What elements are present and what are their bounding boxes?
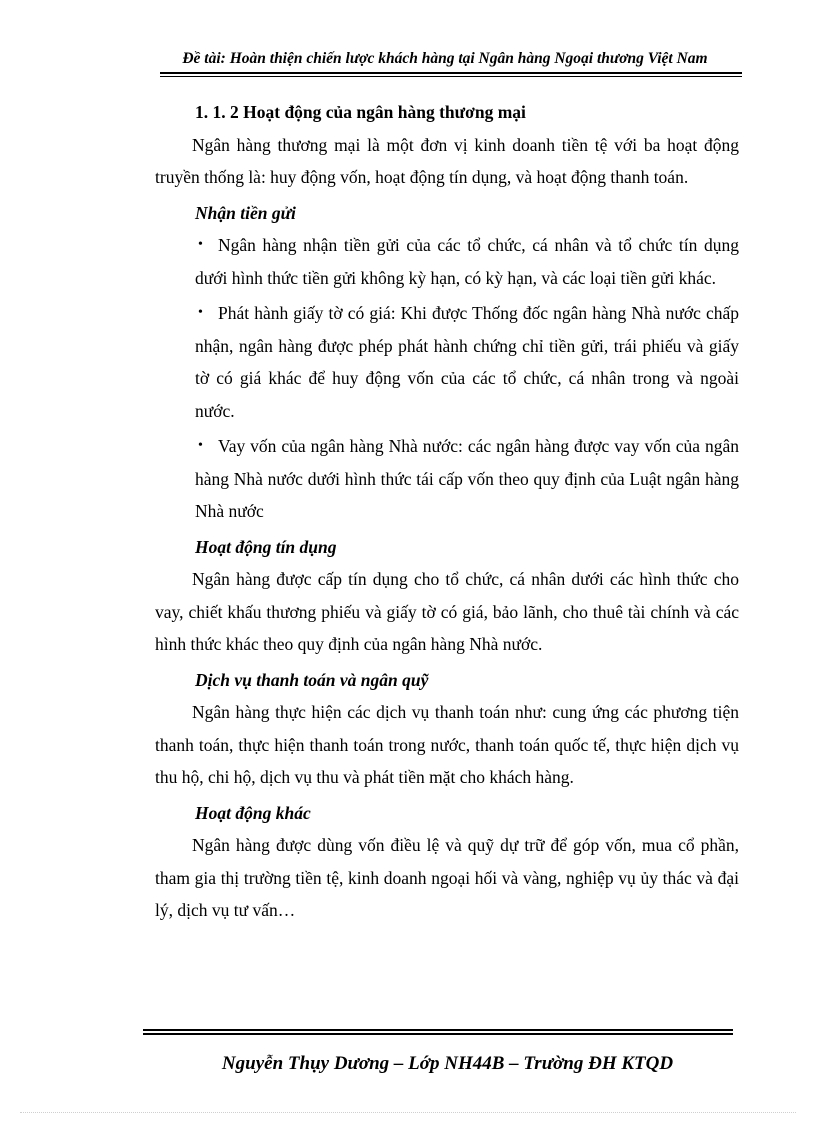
other-paragraph: Ngân hàng được dùng vốn điều lệ và quỹ dự trữ để góp vốn, mua cổ phần, tham gia thị trường tiền tệ, kinh doanh ngoại hối và vàng, nghiệp vụ ủy thác và đại lý, dịch vụ tư vấn… [155,835,739,920]
footer-rule-bottom [143,1033,733,1035]
intro-paragraph: Ngân hàng thương mại là một đơn vị kinh doanh tiền tệ với ba hoạt động truyền thống là: huy động vốn, hoạt động tín dụng, và hoạt động thanh toán. [155,134,739,187]
list-item-text: Vay vốn của ngân hàng Nhà nước: các ngân hàng được vay vốn của ngân hàng Nhà nước dưới hình thức tái cấp vốn theo quy định của Luật ngân hàng Nhà nước [195,436,739,521]
deposit-bullet-list [155,229,739,528]
section-title: 1. 1. 2 Hoạt động của ngân hàng thương mại [195,102,526,122]
list-item [155,297,739,427]
list-item [155,229,739,294]
list-item-text: Ngân hàng nhận tiền gửi của các tổ chức, cá nhân và tổ chức tín dụng dưới hình thức tiền gửi không kỳ hạn, có kỳ hạn, và các loại tiền gửi khác. [195,235,739,288]
running-header: Đề tài: Hoàn thiện chiến lược khách hàng tại Ngân hàng Ngoại thương Việt Nam [182,50,708,67]
page-bottom-divider [20,1112,796,1113]
subheading-credit: Hoạt động tín dụng [195,536,337,557]
credit-paragraph: Ngân hàng được cấp tín dụng cho tổ chức, cá nhân dưới các hình thức cho vay, chiết khấu thương phiếu và giấy tờ có giá, bảo lãnh, cho thuê tài chính và các hình thức khác theo quy định của ngân hàng Nhà nước. [155,569,739,654]
document-body [155,96,739,927]
subheading-other: Hoạt động khác [195,802,311,823]
list-item-text: Phát hành giấy tờ có giá: Khi được Thống đốc ngân hàng Nhà nước chấp nhận, ngân hàng được phép phát hành chứng chỉ tiền gửi, trái phiếu và giấy tờ có giá khác để huy động vốn của các tổ chức, cá nhân trong và ngoài nước. [195,303,739,421]
subheading-deposit: Nhận tiền gửi [195,202,296,223]
header-rule-thick [160,72,742,74]
bullet-icon: • [198,438,203,453]
list-item [155,430,739,528]
bullet-icon: • [198,237,203,252]
footer-rule-top [143,1029,733,1031]
subheading-payment: Dịch vụ thanh toán và ngân quỹ [195,669,429,690]
header-rule-thin [160,76,742,77]
running-footer: Nguyễn Thụy Dương – Lớp NH44B – Trường ĐH KTQD [221,1053,674,1074]
bullet-icon: • [198,305,203,320]
payment-paragraph: Ngân hàng thực hiện các dịch vụ thanh toán như: cung ứng các phương tiện thanh toán, thực hiện thanh toán trong nước, thanh toán quốc tế, thực hiện dịch vụ thu hộ, chi hộ, dịch vụ thu và phát tiền mặt cho khách hàng. [155,702,739,787]
